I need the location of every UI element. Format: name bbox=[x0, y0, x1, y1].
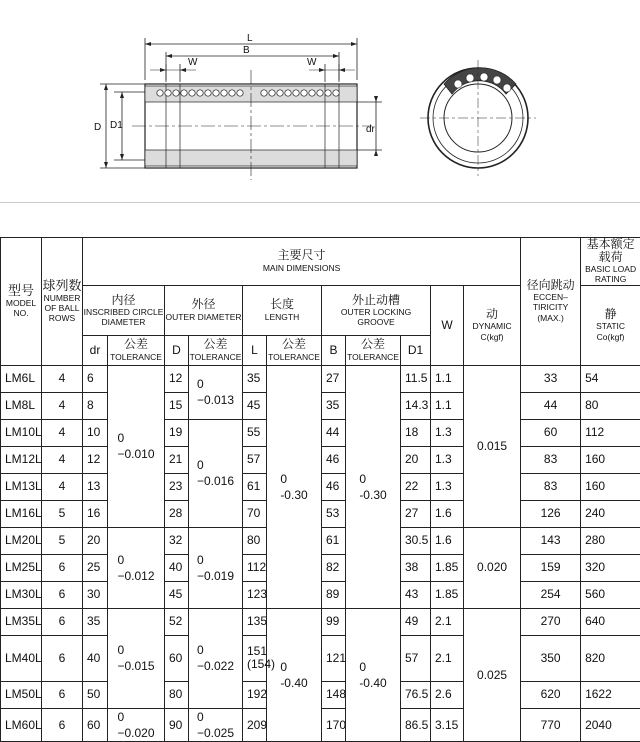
subheader-L-tolerance: 公差 TOLERANCE bbox=[267, 335, 322, 365]
header-locking-groove: 外止动槽 OUTER LOCKING GROOVE bbox=[322, 285, 431, 335]
table-row: LM50L 6 50 80 192 148 76.5 2.6 620 1622 bbox=[1, 681, 640, 708]
D-tolerance-cell: 0 −0.019 bbox=[189, 527, 243, 608]
dim-D-label: D bbox=[94, 122, 101, 133]
table-row: LM25L 6 25 40 112 82 38 1.85 159 320 bbox=[1, 554, 640, 581]
table-row: LM8L 4 8 15 45 35 14.3 1.1 44 80 bbox=[1, 392, 640, 419]
table-row: LM60L 6 60 0 −0.020 90 0 −0.025 209 170 86.5 3.15 770 2040 bbox=[1, 708, 640, 741]
header-model: 型号 MODEL NO. bbox=[1, 238, 42, 366]
header-eccentricity: 径向跳动 ECCEN–TIRICITY (MAX.) bbox=[521, 238, 581, 366]
header-main-dimensions: 主要尺寸 MAIN DIMENSIONS bbox=[83, 238, 521, 286]
dr-tolerance-cell: 0 −0.015 bbox=[108, 608, 165, 708]
table-row: LM30L 6 30 45 123 89 43 1.85 254 560 bbox=[1, 581, 640, 608]
dim-W-right-label: W bbox=[307, 57, 317, 68]
subheader-B-tolerance: 公差 TOLERANCE bbox=[346, 335, 401, 365]
D-tolerance-cell: 0 −0.025 bbox=[189, 708, 243, 741]
table-row: LM13L 4 13 23 61 46 22 1.3 83 160 bbox=[1, 473, 640, 500]
subheader-D1: D1 bbox=[401, 335, 431, 365]
D-tolerance-cell: 0 −0.016 bbox=[189, 419, 243, 527]
dr-tolerance-cell: 0 −0.020 bbox=[108, 708, 165, 741]
B-tolerance-cell: 0 -0.40 bbox=[346, 608, 401, 741]
subheader-B: B bbox=[322, 335, 346, 365]
bearing-end-view bbox=[420, 60, 536, 176]
header-W: W bbox=[431, 285, 464, 365]
subheader-dr-tolerance: 公差 TOLERANCE bbox=[108, 335, 165, 365]
header-inscribed-diameter: 内径 INSCRIBED CIRCLE DIAMETER bbox=[83, 285, 165, 335]
dim-W-left-label: W bbox=[188, 57, 198, 68]
table-row: LM40L 6 40 60 151 (154) 121 57 2.1 350 820 bbox=[1, 635, 640, 681]
subheader-dr: dr bbox=[83, 335, 108, 365]
D-tolerance-cell: 0 −0.013 bbox=[189, 365, 243, 419]
header-length: 长度 LENGTH bbox=[243, 285, 322, 335]
eccentricity-cell: 0.020 bbox=[464, 527, 521, 608]
table-row: LM20L 5 20 0 −0.012 32 0 −0.019 80 61 30.5 1.6 0.020 143 280 bbox=[1, 527, 640, 554]
header-load-rating: 基本额定载荷 BASIC LOAD RATING bbox=[581, 238, 640, 286]
table-row: LM6L 4 6 0 −0.010 12 0 −0.013 35 0 -0.30 27 0 -0.30 11.5 1.1 0.015 33 54 bbox=[1, 365, 640, 392]
eccentricity-cell: 0.025 bbox=[464, 608, 521, 741]
header-ball-rows: 球列数 NUMBER OF BALL ROWS bbox=[42, 238, 83, 366]
dr-tolerance-cell: 0 −0.012 bbox=[108, 527, 165, 608]
header-static: 静 STATIC Co(kgf) bbox=[581, 285, 640, 365]
subheader-D: D bbox=[165, 335, 189, 365]
table-row: LM16L 5 16 28 70 53 27 1.6 126 240 bbox=[1, 500, 640, 527]
bearing-drawing-svg bbox=[0, 0, 640, 202]
table-row: LM12L 4 12 21 57 46 20 1.3 83 160 bbox=[1, 446, 640, 473]
dim-dr-label: dr bbox=[366, 124, 376, 135]
subheader-L: L bbox=[243, 335, 267, 365]
header-dynamic: 动 DYNAMIC C(kgf) bbox=[464, 285, 521, 365]
header-outer-diameter: 外径 OUTER DIAMETER bbox=[165, 285, 243, 335]
subheader-D-tolerance: 公差 TOLERANCE bbox=[189, 335, 243, 365]
dim-L-label: L bbox=[247, 33, 253, 44]
D-tolerance-cell: 0 −0.022 bbox=[189, 608, 243, 708]
specification-table bbox=[0, 237, 640, 721]
L-tolerance-cell: 0 -0.30 bbox=[267, 365, 322, 608]
dim-B-label: B bbox=[243, 45, 250, 56]
table-row: LM10L 4 10 19 0 −0.016 55 44 18 1.3 60 112 bbox=[1, 419, 640, 446]
table-row: LM35L 6 35 0 −0.015 52 0 −0.022 135 0 -0.40 99 0 -0.40 49 2.1 0.025 270 640 bbox=[1, 608, 640, 635]
L-tolerance-cell: 0 -0.40 bbox=[267, 608, 322, 741]
bearing-drawing bbox=[0, 0, 640, 203]
dr-tolerance-cell: 0 −0.010 bbox=[108, 365, 165, 527]
B-tolerance-cell: 0 -0.30 bbox=[346, 365, 401, 608]
dim-D1-label: D1 bbox=[110, 120, 123, 131]
eccentricity-cell: 0.015 bbox=[464, 365, 521, 527]
